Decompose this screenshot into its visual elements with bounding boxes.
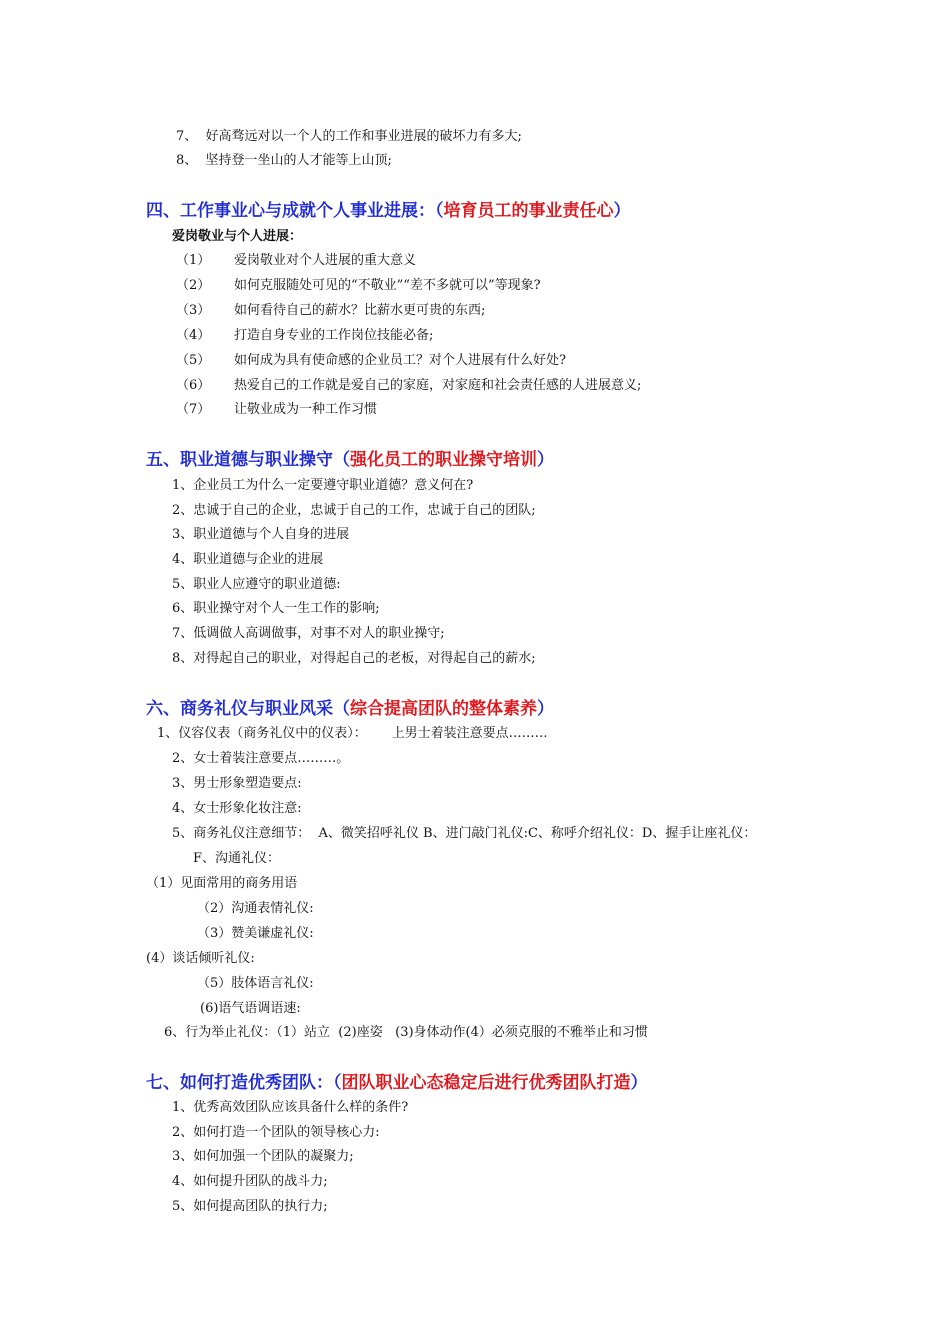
list-item: 4、如何提升团队的战斗力; — [172, 1174, 328, 1189]
list-item: 1、优秀高效团队应该具备什么样的条件? — [172, 1100, 409, 1115]
section-5-title-close: ） — [537, 450, 554, 470]
list-item: 6、行为举止礼仪：（1）站立 (2)座姿 (3)身体动作(4）必须克服的不雅举止和习惯 — [164, 1025, 648, 1040]
list-item: 4、职业道德与企业的进展 — [172, 552, 324, 567]
list-item: 5、职业人应遵守的职业道德: — [172, 577, 341, 592]
list-item: F、沟通礼仪： — [193, 851, 281, 866]
section-4-title — [146, 200, 631, 222]
list-item: 1、企业员工为什么一定要遵守职业道德？意义何在? — [172, 478, 474, 493]
list-item: 3、男士形象塑造要点: — [172, 776, 302, 791]
list-item: （1）见面常用的商务用语 — [146, 876, 298, 891]
list-item: 6、职业操守对个人一生工作的影响; — [172, 601, 380, 616]
section-5-title-highlight: 强化员工的职业操守培训 — [350, 450, 537, 470]
section-4-title-close: ） — [613, 201, 631, 221]
section-5-title-main: 五、职业道德与职业操守（ — [146, 450, 350, 470]
list-item: 3、职业道德与个人自身的进展 — [172, 527, 350, 542]
section-6-title — [146, 698, 554, 720]
section-7-title-close: ） — [630, 1073, 648, 1093]
list-item: 2、如何打造一个团队的领导核心力: — [172, 1125, 380, 1140]
list-item: （6） 热爱自己的工作就是爱自己的家庭，对家庭和社会责任感的人进展意义; — [176, 378, 642, 393]
list-item: （7） 让敬业成为一种工作习惯 — [176, 402, 378, 417]
list-item: 7、低调做人高调做事，对事不对人的职业操守; — [172, 626, 445, 641]
list-item: 4、女士形象化妆注意: — [172, 801, 302, 816]
section-6-title-highlight: 综合提高团队的整体素养 — [350, 699, 537, 719]
section-7-title-main: 七、如何打造优秀团队：（ — [146, 1073, 342, 1093]
list-item: （3） 如何看待自己的薪水？比薪水更可贵的东西; — [176, 303, 486, 318]
list-item: (6)语气语调语速: — [200, 1001, 301, 1016]
section-7-title-highlight: 团队职业心态稳定后进行优秀团队打造 — [341, 1073, 631, 1093]
intro-line-7: 7、 好高骛远对以一个人的工作和事业进展的破坏力有多大; — [176, 129, 522, 144]
section-4-subhead: 爱岗敬业与个人进展： — [172, 229, 303, 244]
list-item: （2） 如何克服随处可见的“不敬业”“差不多就可以”等现象? — [176, 278, 541, 293]
list-item: （1） 爱岗敬业对个人进展的重大意义 — [176, 253, 417, 268]
section-7-title — [146, 1072, 648, 1094]
section-6-title-close: ） — [537, 699, 554, 719]
list-item: 1、仪容仪表（商务礼仪中的仪表）： 上男士着装注意要点……… — [157, 726, 548, 741]
section-6-title-main: 六、商务礼仪与职业风采（ — [146, 699, 350, 719]
list-item: (4）谈话倾听礼仪: — [146, 951, 255, 966]
list-item: （4） 打造自身专业的工作岗位技能必备; — [176, 328, 434, 343]
list-item: （3）赞美谦虚礼仪: — [197, 926, 314, 941]
list-item: 8、对得起自己的职业，对得起自己的老板，对得起自己的薪水; — [172, 651, 536, 666]
list-item: （5）肢体语言礼仪: — [197, 976, 314, 991]
list-item: （5） 如何成为具有使命感的企业员工？对个人进展有什么好处? — [176, 353, 566, 368]
list-item: 5、商务礼仪注意细节： A、微笑招呼礼仪 B、进门敲门礼仪:C、称呼介绍礼仪：D、握手让座礼仪： — [172, 826, 757, 841]
list-item: 2、忠诚于自己的企业，忠诚于自己的工作，忠诚于自己的团队; — [172, 503, 536, 518]
list-item: 3、如何加强一个团队的凝聚力; — [172, 1149, 354, 1164]
section-4-title-highlight: 培育员工的事业责任心 — [443, 201, 614, 221]
list-item: 2、女士着装注意要点………。 — [172, 751, 350, 766]
intro-line-8: 8、 坚持登一坐山的人才能等上山顶; — [176, 153, 392, 168]
list-item: 5、如何提高团队的执行力; — [172, 1199, 328, 1214]
section-4-title-main: 四、工作事业心与成就个人事业进展：（ — [146, 201, 444, 221]
section-5-title — [146, 449, 554, 471]
list-item: （2）沟通表情礼仪: — [197, 901, 314, 916]
